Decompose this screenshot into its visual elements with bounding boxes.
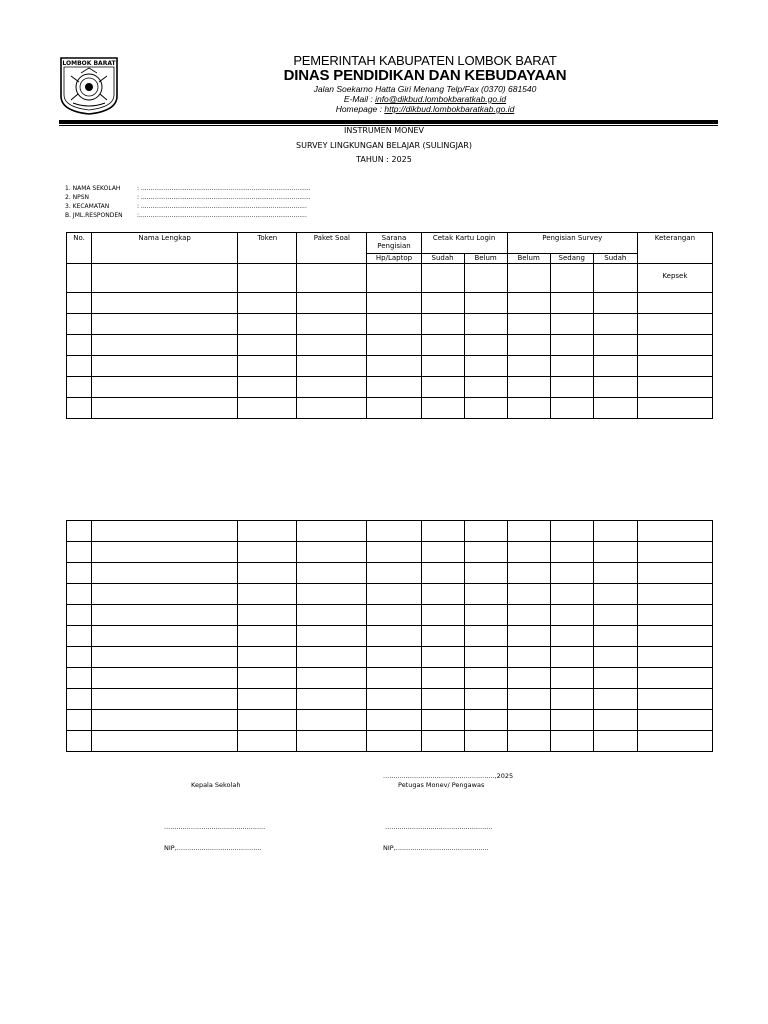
table-cell[interactable] [421, 689, 464, 710]
table-cell[interactable] [593, 563, 637, 584]
table-cell[interactable] [238, 689, 297, 710]
field-label: 2. NPSN [65, 194, 90, 201]
header-nama: Nama Lengkap [92, 233, 238, 264]
table-cell[interactable] [550, 710, 593, 731]
table-cell[interactable] [464, 710, 507, 731]
table-row [67, 377, 713, 398]
table-row [67, 647, 713, 668]
table-cell[interactable] [507, 542, 550, 563]
table-cell[interactable] [367, 689, 421, 710]
subheader-cetak-belum: Belum [464, 254, 507, 264]
table-cell[interactable] [421, 314, 464, 335]
table-cell[interactable] [297, 398, 367, 419]
table-cell[interactable] [637, 314, 712, 335]
table-cell[interactable] [550, 563, 593, 584]
table-cell[interactable] [593, 647, 637, 668]
table-cell[interactable] [67, 626, 92, 647]
table-cell[interactable] [550, 584, 593, 605]
table-cell[interactable] [421, 563, 464, 584]
table-cell[interactable] [238, 584, 297, 605]
table-cell[interactable] [507, 521, 550, 542]
table-cell[interactable] [238, 314, 297, 335]
table-cell[interactable] [421, 521, 464, 542]
table-cell[interactable] [367, 584, 421, 605]
table-row [67, 314, 713, 335]
table-cell[interactable] [593, 314, 637, 335]
table-cell[interactable] [421, 542, 464, 563]
table-row [67, 521, 713, 542]
table-cell[interactable] [367, 563, 421, 584]
table-cell[interactable] [67, 647, 92, 668]
table-cell[interactable] [297, 542, 367, 563]
table-cell[interactable] [464, 584, 507, 605]
table-row [67, 335, 713, 356]
table-row [67, 605, 713, 626]
subheader-survey-belum: Belum [507, 254, 550, 264]
table-cell[interactable] [238, 335, 297, 356]
table-cell[interactable] [92, 542, 238, 563]
table-cell[interactable] [297, 293, 367, 314]
table-cell[interactable] [297, 377, 367, 398]
table-cell[interactable] [238, 542, 297, 563]
table-cell[interactable] [637, 626, 712, 647]
table-cell[interactable] [464, 377, 507, 398]
table-cell[interactable] [464, 542, 507, 563]
table-cell[interactable] [464, 626, 507, 647]
table-cell[interactable] [421, 626, 464, 647]
table-cell[interactable] [550, 356, 593, 377]
header-cetak-kartu: Cetak Kartu Login [421, 233, 507, 254]
header-paket-soal: Paket Soal [297, 233, 367, 264]
table-cell[interactable] [67, 689, 92, 710]
table-cell[interactable] [550, 293, 593, 314]
monitoring-table [66, 232, 713, 419]
table-cell[interactable] [593, 689, 637, 710]
table-cell[interactable] [550, 731, 593, 752]
table-cell[interactable] [92, 584, 238, 605]
table-cell[interactable] [67, 584, 92, 605]
table-row [67, 710, 713, 731]
table-cell[interactable] [637, 668, 712, 689]
email-link[interactable]: info@dikbud.lombokbaratkab.go.id [375, 94, 507, 104]
field-blank: : ....................................................................................... [137, 203, 307, 210]
signature-nip-principal: NIP,......................................... [164, 844, 262, 852]
table-cell[interactable] [637, 398, 712, 419]
table-cell[interactable] [593, 264, 637, 293]
table-cell[interactable] [367, 731, 421, 752]
table-cell[interactable] [550, 377, 593, 398]
table-cell[interactable] [550, 398, 593, 419]
table-cell[interactable] [593, 377, 637, 398]
subheader-cetak-sudah: Sudah [421, 254, 464, 264]
agency-name: DINAS PENDIDIKAN DAN KEBUDAYAAN [283, 67, 567, 84]
table-cell[interactable] [507, 668, 550, 689]
gov-name: PEMERINTAH KABUPATEN LOMBOK BARAT [293, 53, 557, 68]
table-cell[interactable] [367, 710, 421, 731]
table-cell[interactable] [421, 668, 464, 689]
table-cell[interactable] [67, 377, 92, 398]
field-blank: :........................................................................................ [137, 212, 307, 219]
table-cell[interactable] [464, 264, 507, 293]
table-cell[interactable] [464, 689, 507, 710]
note-kepsek: Kepsek [637, 264, 712, 293]
table-cell[interactable] [92, 605, 238, 626]
table-cell[interactable] [367, 356, 421, 377]
document-title: INSTRUMEN MONEV [344, 126, 424, 135]
field-label: 1. NAMA SEKOLAH [65, 185, 121, 192]
table-row [67, 264, 713, 293]
letterhead-divider-thick [59, 120, 718, 124]
table-cell[interactable] [507, 563, 550, 584]
table-cell[interactable] [507, 314, 550, 335]
signature-date-line: ......................................................,2025 [383, 772, 514, 780]
table-row [67, 356, 713, 377]
table-cell[interactable] [238, 563, 297, 584]
table-row [67, 626, 713, 647]
table-cell[interactable] [507, 335, 550, 356]
table-row [67, 584, 713, 605]
table-cell[interactable] [637, 377, 712, 398]
table-cell[interactable] [637, 605, 712, 626]
table-cell[interactable] [593, 335, 637, 356]
table-cell[interactable] [637, 647, 712, 668]
table-cell[interactable] [297, 264, 367, 293]
table-cell[interactable] [464, 668, 507, 689]
table-cell[interactable] [464, 335, 507, 356]
table-cell[interactable] [297, 647, 367, 668]
table-cell[interactable] [464, 605, 507, 626]
table-cell[interactable] [464, 293, 507, 314]
subheader-survey-sudah: Sudah [593, 254, 637, 264]
table-cell[interactable] [593, 521, 637, 542]
signature-name-line-principal: ................................................. [164, 823, 266, 831]
table-cell[interactable] [67, 293, 92, 314]
table-cell[interactable] [67, 335, 92, 356]
table-cell[interactable] [464, 314, 507, 335]
table-cell[interactable] [67, 264, 92, 293]
table-cell[interactable] [593, 626, 637, 647]
signature-nip-supervisor: NIP,............................................. [383, 844, 489, 852]
table-cell[interactable] [367, 377, 421, 398]
table-cell[interactable] [367, 314, 421, 335]
continuation-table [66, 520, 713, 752]
table-cell[interactable] [238, 605, 297, 626]
table-row [67, 689, 713, 710]
table-cell[interactable] [421, 335, 464, 356]
table-cell[interactable] [637, 563, 712, 584]
table-cell[interactable] [550, 605, 593, 626]
homepage-link[interactable]: http://dikbud.lombokbaratkab.go.id [384, 104, 515, 114]
table-cell[interactable] [238, 521, 297, 542]
agency-address: Jalan Soekarno Hatta Giri Menang Telp/Fax (0370) 681540 [313, 84, 537, 94]
table-cell[interactable] [593, 605, 637, 626]
table-cell[interactable] [421, 647, 464, 668]
field-school-name [65, 184, 311, 193]
table-cell[interactable] [550, 689, 593, 710]
table-cell[interactable] [550, 264, 593, 293]
table-cell[interactable] [367, 626, 421, 647]
table-cell[interactable] [550, 626, 593, 647]
table-cell[interactable] [67, 542, 92, 563]
table-cell[interactable] [507, 584, 550, 605]
table-cell[interactable] [593, 293, 637, 314]
table-cell[interactable] [550, 668, 593, 689]
table-cell[interactable] [507, 264, 550, 293]
table-cell[interactable] [507, 398, 550, 419]
table-cell[interactable] [92, 377, 238, 398]
table-row [67, 731, 713, 752]
table-cell[interactable] [92, 398, 238, 419]
header-sarana: Sarana Pengisian [367, 233, 421, 254]
table-cell[interactable] [593, 731, 637, 752]
table-row [67, 293, 713, 314]
table-cell[interactable] [92, 356, 238, 377]
table-cell[interactable] [421, 377, 464, 398]
table-cell[interactable] [67, 731, 92, 752]
table-cell[interactable] [464, 356, 507, 377]
table-cell[interactable] [464, 731, 507, 752]
table-cell[interactable] [637, 542, 712, 563]
table-cell[interactable] [464, 563, 507, 584]
table-row [67, 542, 713, 563]
agency-homepage [170, 104, 680, 114]
table-cell[interactable] [550, 335, 593, 356]
table-cell[interactable] [67, 521, 92, 542]
table-cell[interactable] [92, 647, 238, 668]
table-cell[interactable] [637, 584, 712, 605]
table-cell[interactable] [507, 731, 550, 752]
table-cell[interactable] [92, 293, 238, 314]
table-cell[interactable] [593, 398, 637, 419]
subheader-hp-laptop: Hp/Laptop [367, 254, 421, 264]
table-cell[interactable] [238, 356, 297, 377]
table-header-row [67, 233, 713, 254]
agency-email [170, 94, 680, 104]
table-cell[interactable] [67, 605, 92, 626]
field-label: 3. KECAMATAN [65, 203, 110, 210]
table-cell[interactable] [297, 335, 367, 356]
table-cell[interactable] [92, 689, 238, 710]
table-cell[interactable] [238, 626, 297, 647]
table-cell[interactable] [238, 710, 297, 731]
table-cell[interactable] [92, 264, 238, 293]
signature-title-supervisor: Petugas Monev/ Pengawas [398, 781, 485, 789]
table-cell[interactable] [92, 563, 238, 584]
table-cell[interactable] [92, 521, 238, 542]
table-cell[interactable] [367, 521, 421, 542]
field-respondents [65, 211, 307, 220]
table-cell[interactable] [92, 731, 238, 752]
table-cell[interactable] [593, 710, 637, 731]
table-cell[interactable] [297, 710, 367, 731]
table-cell[interactable] [421, 293, 464, 314]
table-cell[interactable] [367, 335, 421, 356]
table-cell[interactable] [507, 293, 550, 314]
table-cell[interactable] [421, 584, 464, 605]
table-cell[interactable] [238, 377, 297, 398]
header-no: No. [67, 233, 92, 264]
table-cell[interactable] [67, 563, 92, 584]
table-cell[interactable] [637, 710, 712, 731]
table-cell[interactable] [92, 335, 238, 356]
header-keterangan: Keterangan [637, 233, 712, 264]
table-cell[interactable] [507, 626, 550, 647]
subheader-survey-sedang: Sedang [550, 254, 593, 264]
table-row [67, 398, 713, 419]
table-cell[interactable] [421, 731, 464, 752]
table-cell[interactable] [367, 647, 421, 668]
table-cell[interactable] [421, 398, 464, 419]
table-cell[interactable] [92, 668, 238, 689]
table-cell[interactable] [550, 521, 593, 542]
table-cell[interactable] [507, 377, 550, 398]
table-cell[interactable] [67, 314, 92, 335]
table-cell[interactable] [507, 605, 550, 626]
table-row [67, 668, 713, 689]
table-cell[interactable] [238, 647, 297, 668]
table-cell[interactable] [367, 668, 421, 689]
table-cell[interactable] [507, 647, 550, 668]
table-cell[interactable] [297, 605, 367, 626]
table-cell[interactable] [464, 521, 507, 542]
table-cell[interactable] [464, 647, 507, 668]
table-cell[interactable] [637, 356, 712, 377]
table-cell[interactable] [593, 584, 637, 605]
table-cell[interactable] [593, 542, 637, 563]
table-cell[interactable] [67, 668, 92, 689]
document-year: TAHUN : 2025 [356, 155, 412, 164]
table-cell[interactable] [593, 668, 637, 689]
table-cell[interactable] [367, 293, 421, 314]
table-cell[interactable] [367, 542, 421, 563]
header-pengisian-survey: Pengisian Survey [507, 233, 637, 254]
table-cell[interactable] [297, 584, 367, 605]
table-cell[interactable] [550, 314, 593, 335]
table-cell[interactable] [464, 398, 507, 419]
email-label: E-Mail : [343, 94, 376, 104]
table-cell[interactable] [507, 710, 550, 731]
table-cell[interactable] [297, 521, 367, 542]
table-cell[interactable] [593, 356, 637, 377]
table-cell[interactable] [238, 668, 297, 689]
document-subtitle: SURVEY LINGKUNGAN BELAJAR (SULINGJAR) [296, 141, 472, 150]
table-cell[interactable] [550, 542, 593, 563]
table-cell[interactable] [238, 731, 297, 752]
lombok-barat-emblem [59, 56, 119, 116]
table-cell[interactable] [297, 563, 367, 584]
header-token: Token [238, 233, 297, 264]
table-cell[interactable] [238, 398, 297, 419]
table-cell[interactable] [507, 356, 550, 377]
table-cell[interactable] [297, 689, 367, 710]
table-cell[interactable] [421, 710, 464, 731]
table-cell[interactable] [367, 264, 421, 293]
homepage-label: Homepage : [335, 104, 385, 114]
table-cell[interactable] [67, 710, 92, 731]
table-cell[interactable] [637, 731, 712, 752]
table-cell[interactable] [238, 293, 297, 314]
table-cell[interactable] [67, 398, 92, 419]
table-cell[interactable] [637, 689, 712, 710]
table-cell[interactable] [421, 356, 464, 377]
table-cell[interactable] [297, 626, 367, 647]
table-cell[interactable] [421, 264, 464, 293]
field-district [65, 202, 307, 211]
table-cell[interactable] [297, 314, 367, 335]
table-cell[interactable] [367, 398, 421, 419]
logo-text: LOMBOK BARAT [62, 60, 116, 67]
table-cell[interactable] [92, 314, 238, 335]
field-blank: : ......................................................................................... [137, 185, 311, 192]
table-cell[interactable] [297, 356, 367, 377]
table-cell[interactable] [238, 264, 297, 293]
table-cell[interactable] [637, 293, 712, 314]
table-cell[interactable] [637, 335, 712, 356]
signature-title-principal: Kepala Sekolah [191, 781, 241, 789]
table-row [67, 563, 713, 584]
table-cell[interactable] [421, 605, 464, 626]
table-cell[interactable] [550, 647, 593, 668]
field-blank: : ......................................................................................... [137, 194, 311, 201]
table-cell[interactable] [367, 605, 421, 626]
field-label: B. JML.RESPONDEN [65, 212, 123, 219]
table-cell[interactable] [92, 626, 238, 647]
table-cell[interactable] [507, 689, 550, 710]
field-npsn [65, 193, 311, 202]
signature-name-line-supervisor: .................................................... [385, 823, 493, 831]
table-cell[interactable] [92, 710, 238, 731]
table-cell[interactable] [297, 668, 367, 689]
table-cell[interactable] [67, 356, 92, 377]
table-cell[interactable] [297, 731, 367, 752]
table-cell[interactable] [637, 521, 712, 542]
